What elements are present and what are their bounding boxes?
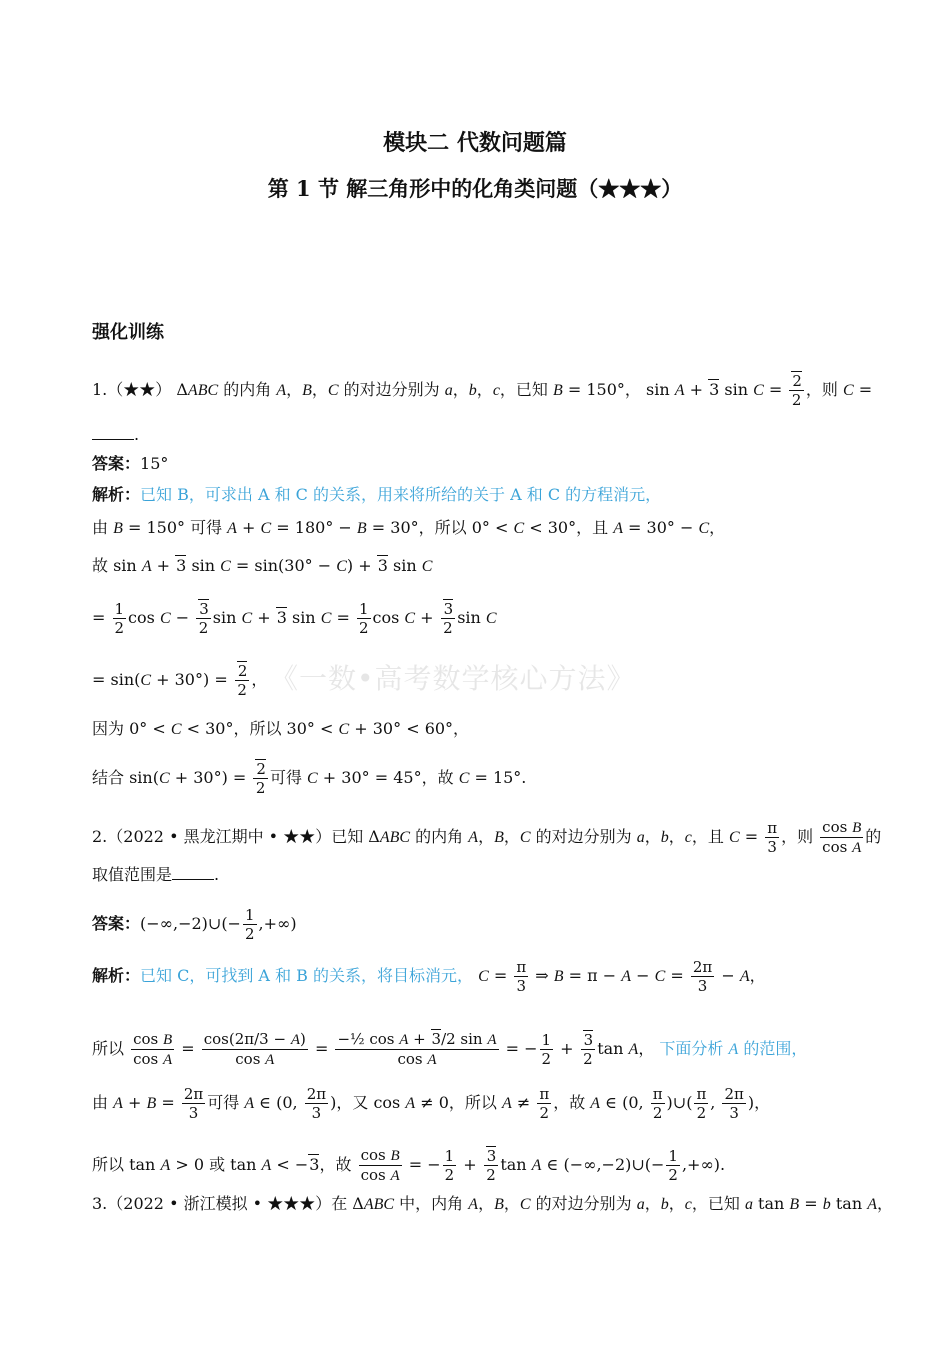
- problem-1-step-3: = $\frac{1}{2}$ cos C − $\frac{3}{2}$ sin C + 3 sin C = $\frac{1}{2}$ cos C + $\frac{3}{2}$ sin C: [92, 600, 497, 637]
- problem-2-step-3: 所以 tan A > 0 或 tan A < −3，故 $\frac{\text{cos B}}{\text{cos A}}$ = − $\frac{1}{2}$ + $\frac{3}{2}$ tan A ∈ (−∞,−2)∪(− $\frac{1}{2}$ ,+∞).: [92, 1146, 726, 1184]
- section-title: 第 1 节 解三角形中的化角类问题（★★★）: [267, 176, 683, 201]
- problem-2-stem-cont: 取值范围是 .: [92, 865, 220, 884]
- watermark: 《一数•高考数学核心方法》: [270, 662, 636, 695]
- problem-2-step-2: 由 A + B = $\frac{2\pi}{3}$ 可得 A ∈ (0, $\frac{2\pi}{3}$ )，又 cos A ≠ 0，所以 A ≠ $\frac{\pi}{2}$ ，故 A ∈ (0, $\frac{\pi}{2}$ )∪( $\frac{\pi}{2}$ , $\frac{2\pi}{3}$ )，: [92, 1085, 771, 1122]
- problem-1-analysis: 解析：已知 B，可求出 A 和 C 的关系，用来将所给的关于 A 和 C 的方程消元，: [92, 485, 662, 504]
- problem-1-answer: 答案：15°: [92, 454, 169, 473]
- section-label: 强化训练: [92, 322, 164, 343]
- problem-3-stem: 3.（2022 • 浙江模拟 • ★★★）在 ΔABC 中，内角 A，B，C 的对边分别为 a，b，c，已知 a tan B = b tan A，: [92, 1194, 894, 1213]
- problem-2-step-1: 所以 $\frac{\text{cos B}}{\text{cos A}}$ = $\frac{\cos(2\pi/3 - A)}{\text{cos A}}$ = $\frac{\text{−½ cos A + 3/2 sin A}}{\text{cos A}}$ = − $\frac{1}{2}$ + $\frac{3}{2}$ tan A， 下面分析 A 的范围，: [92, 1030, 808, 1068]
- problem-1-step-6: 结合 sin(C + 30°) = $\frac{2}{2}$ 可得 C + 30° = 45°，故 C = 15°.: [92, 760, 527, 797]
- problem-2-answer: 答案：(−∞,−2)∪(− $\frac{1}{2}$ ,+∞): [92, 906, 297, 943]
- problem-1-step-2: 故 sin A + 3 sin C = sin(30° − C) + 3 sin C: [92, 556, 433, 575]
- problem-1-step-4: = sin(C + 30°) = $\frac{2}{2}$ ，: [92, 662, 268, 699]
- problem-1-step-1: 由 B = 150° 可得 A + C = 180° − B = 30°，所以 0° < C < 30°，且 A = 30° − C，: [92, 518, 726, 537]
- problem-1-stem: 1.（★★） ΔABC 的内角 A，B，C 的对边分别为 a，b，c，已知 B = 150°， sin A + 3 sin C = $\frac{2}{2}$ ，则 C =: [92, 372, 873, 409]
- problem-2-stem: 2.（2022 • 黑龙江期中 • ★★）已知 ΔABC 的内角 A，B，C 的对边分别为 a，b，c，且 C = $\frac{\pi}{3}$ ，则 $\frac{\text{cos B}}{\text{cos A}}$ 的: [92, 818, 882, 856]
- problem-2-analysis: 解析：已知 C，可找到 A 和 B 的关系，将目标消元， C = $\frac{\pi}{3}$ ⇒ B = π − A − C = $\frac{2\pi}{3}$ − A，: [92, 958, 766, 995]
- problem-1-step-5: 因为 0° < C < 30°，所以 30° < C + 30° < 60°，: [92, 719, 470, 738]
- problem-1-blank: .: [92, 424, 858, 446]
- module-title: 模块二 代数问题篇: [383, 130, 567, 156]
